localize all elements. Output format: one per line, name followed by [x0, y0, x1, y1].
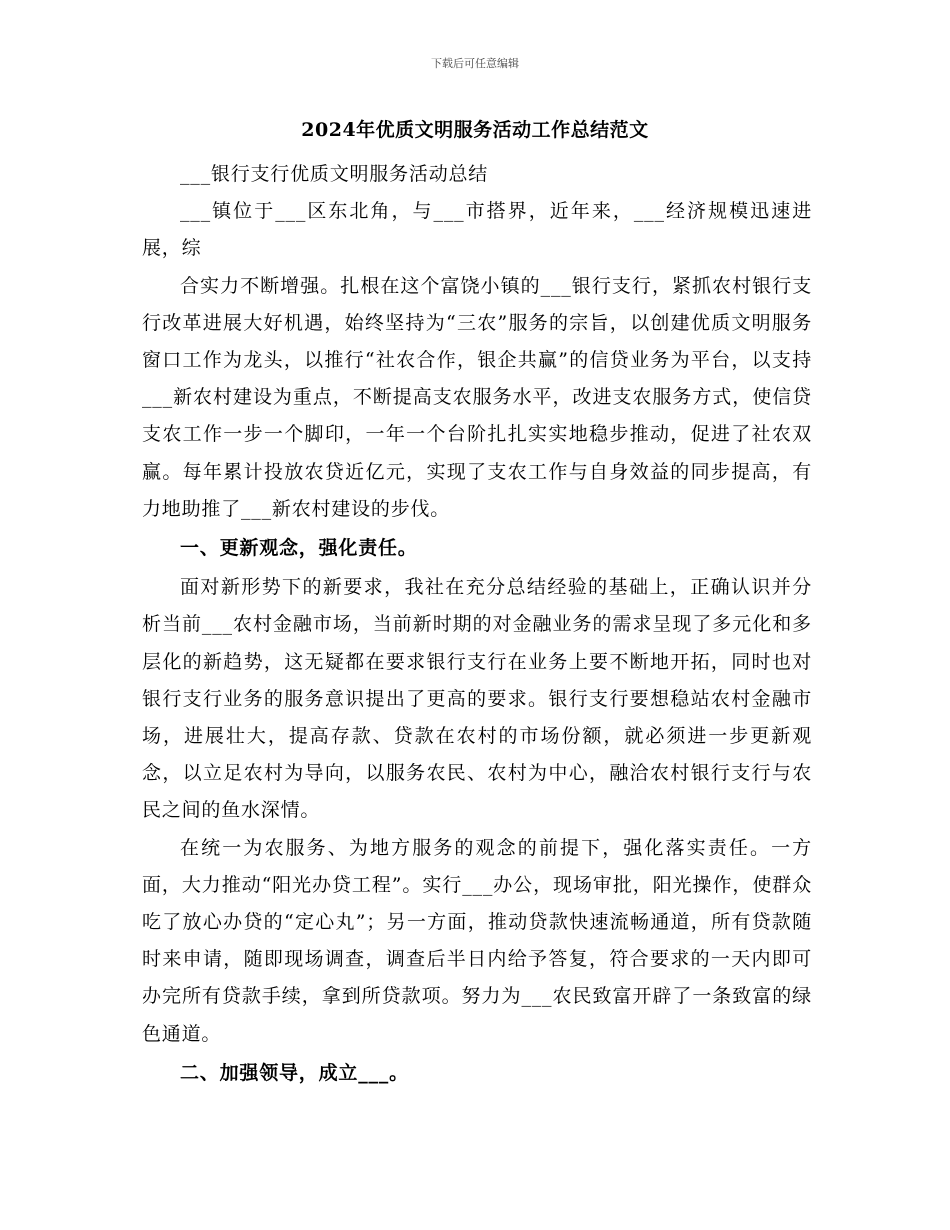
section-1-paragraph-1: 面对新形势下的新要求，我社在充分总结经验的基础上，正确认识并分析当前___农村金融市场，当前新时期的对金融业务的需求呈现了多元化和多层化的新趋势，这无疑都在要求银行支行在业务上要不断地开拓，同时也对银行支行业务的服务意识提出了更高的要求。银行支行要想稳站农村金融市场，进展壮大，提高存款、贷款在农村的市场份额，就必须进一步更新观念，以立足农村为导向，以服务农民、农村为中心，融洽农村银行支行与农民之间的鱼水深情。 — [142, 576, 812, 822]
document-body — [142, 156, 812, 1094]
section-heading-1: 一、更新观念，强化责任。 — [180, 537, 418, 560]
document-title: 2024年优质文明服务活动工作总结范文 — [301, 119, 649, 141]
intro-continued-paragraph: 合实力不断增强。扎根在这个富饶小镇的___银行支行，紧抓农村银行支行改革进展大好机遇，始终坚持为“三农”服务的宗旨，以创建优质文明服务窗口工作为龙头，以推行“社农合作，银企共赢”的信贷业务为平台，以支持___新农村建设为重点，不断提高支农服务水平，改进支农服务方式，使信贷支农工作一步一个脚印，一年一个台阶扎扎实实地稳步推动，促进了社农双赢。每年累计投放农贷近亿元，实现了支农工作与自身效益的同步提高，有力地助推了___新农村建设的步伐。 — [142, 274, 812, 520]
subtitle-paragraph: ___银行支行优质文明服务活动总结 — [180, 163, 489, 185]
section-1-paragraph-2: 在统一为农服务、为地方服务的观念的前提下，强化落实责任。一方面，大力推动“阳光办贷工程”。实行___办公，现场审批，阳光操作，使群众吃了放心办贷的“定心丸”；另一方面，推动贷款快速流畅通道，所有贷款随时来申请，随即现场调查，调查后半日内给予答复，符合要求的一天内即可办完所有贷款手续，拿到所贷款项。努力为___农民致富开辟了一条致富的绿色通道。 — [142, 836, 812, 1045]
header-note: 下载后可任意编辑 — [431, 57, 519, 70]
intro-paragraph: ___镇位于___区东北角，与___市搭界，近年来，___经济规模迅速进展，综 — [142, 200, 812, 260]
section-heading-2: 二、加强领导，成立___。 — [180, 1061, 409, 1084]
